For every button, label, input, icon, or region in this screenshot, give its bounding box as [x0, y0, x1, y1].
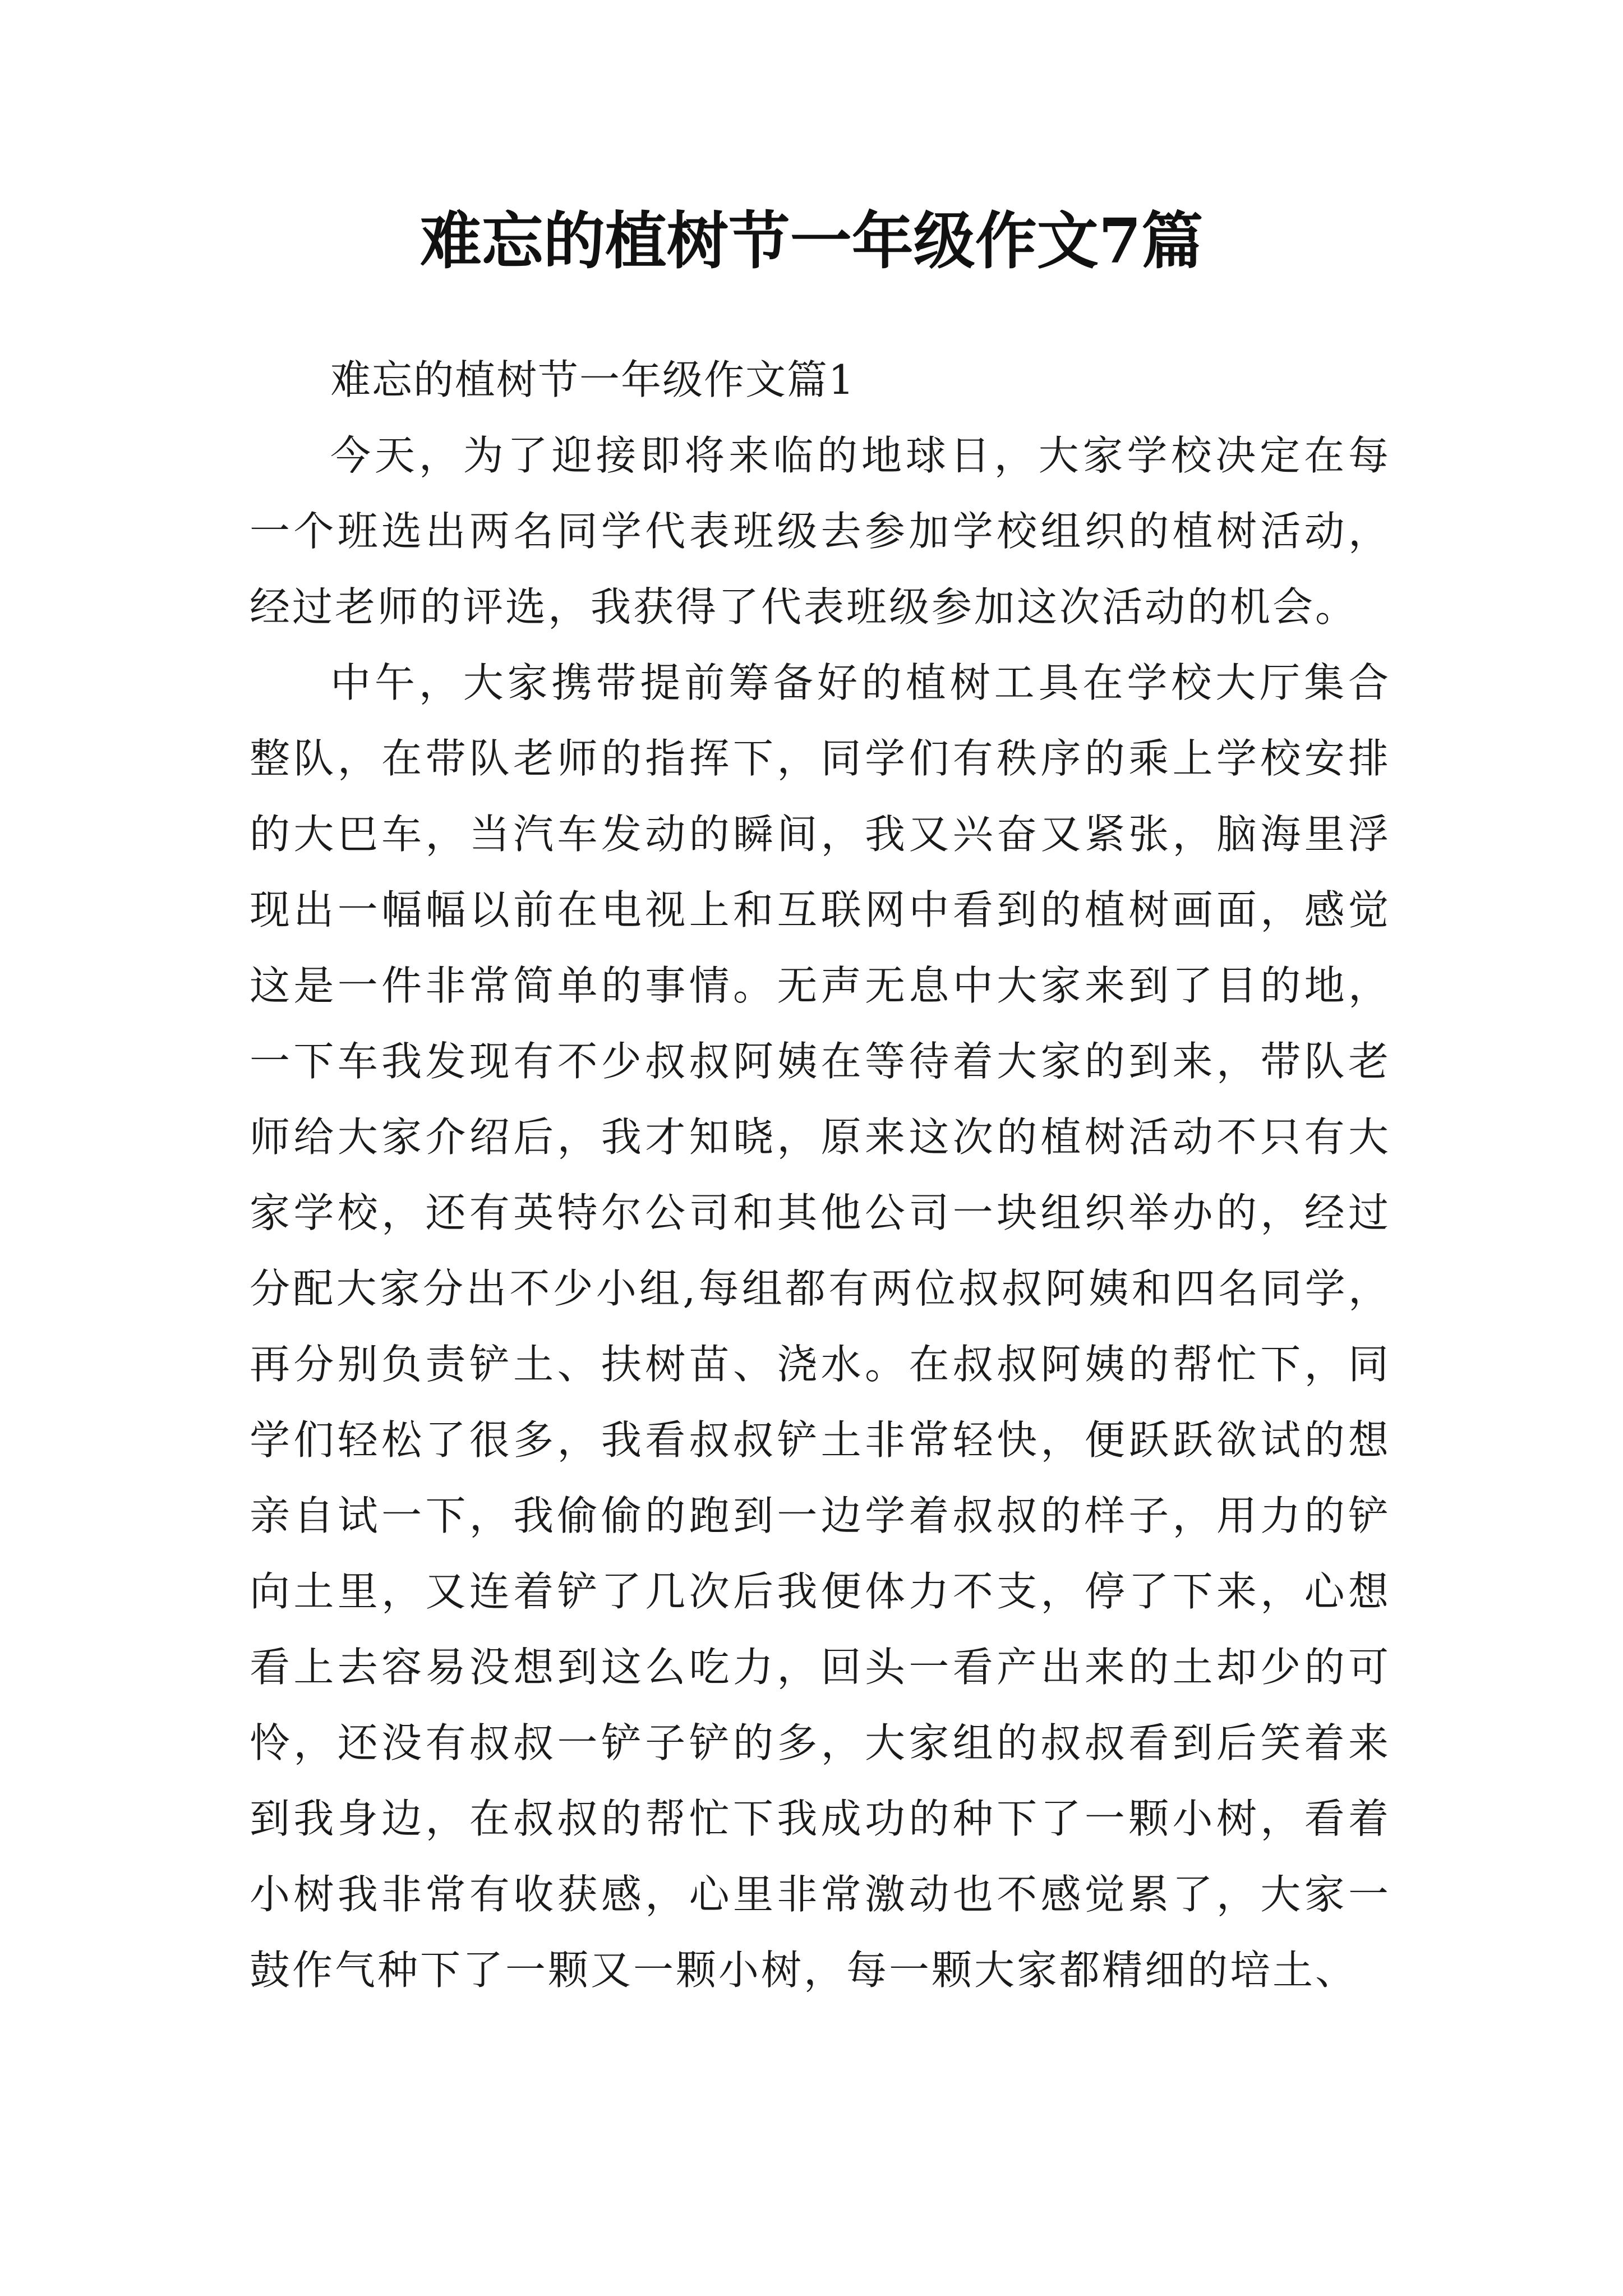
document-body: [250, 342, 1391, 2008]
section-heading: 难忘的植树节一年级作文篇1: [330, 356, 855, 403]
paragraph: 中午，大家携带提前筹备好的植树工具在学校大厅集合整队，在带队老师的指挥下，同学们有秩序的乘上学校安排的大巴车，当汽车发动的瞬间，我又兴奋又紧张，脑海里浮现出一幅幅以前在电视上和互联网中看到的植树画面，感觉这是一件非常简单的事情。无声无息中大家来到了目的地，一下车我发现有不少叔叔阿姨在等待着大家的到来，带队老师给大家介绍后，我才知晓，原来这次的植树活动不只有大家学校，还有英特尔公司和其他公司一块组织举办的，经过分配大家分出不少小组,每组都有两位叔叔阿姨和四名同学，再分别负责铲土、扶树苗、浇水。在叔叔阿姨的帮忙下，同学们轻松了很多，我看叔叔铲土非常轻快，便跃跃欲试的想亲自试一下，我偷偷的跑到一边学着叔叔的样子，用力的铲向土里，又连着铲了几次后我便体力不支，停了下来，心想看上去容易没想到这么吃力，回头一看产出来的土却少的可怜，还没有叔叔一铲子铲的多，大家组的叔叔看到后笑着来到我身边，在叔叔的帮忙下我成功的种下了一颗小树，看着小树我非常有收获感，心里非常激动也不感觉累了，大家一鼓作气种下了一颗又一颗小树，每一颗大家都精细的培土、: [250, 659, 1391, 1994]
paragraph: 今天，为了迎接即将来临的地球日，大家学校决定在每一个班选出两名同学代表班级去参加学校组织的植树活动，经过老师的评选，我获得了代表班级参加这次活动的机会。: [250, 432, 1391, 631]
document-title: 难忘的植树节一年级作文7篇: [419, 205, 1204, 277]
